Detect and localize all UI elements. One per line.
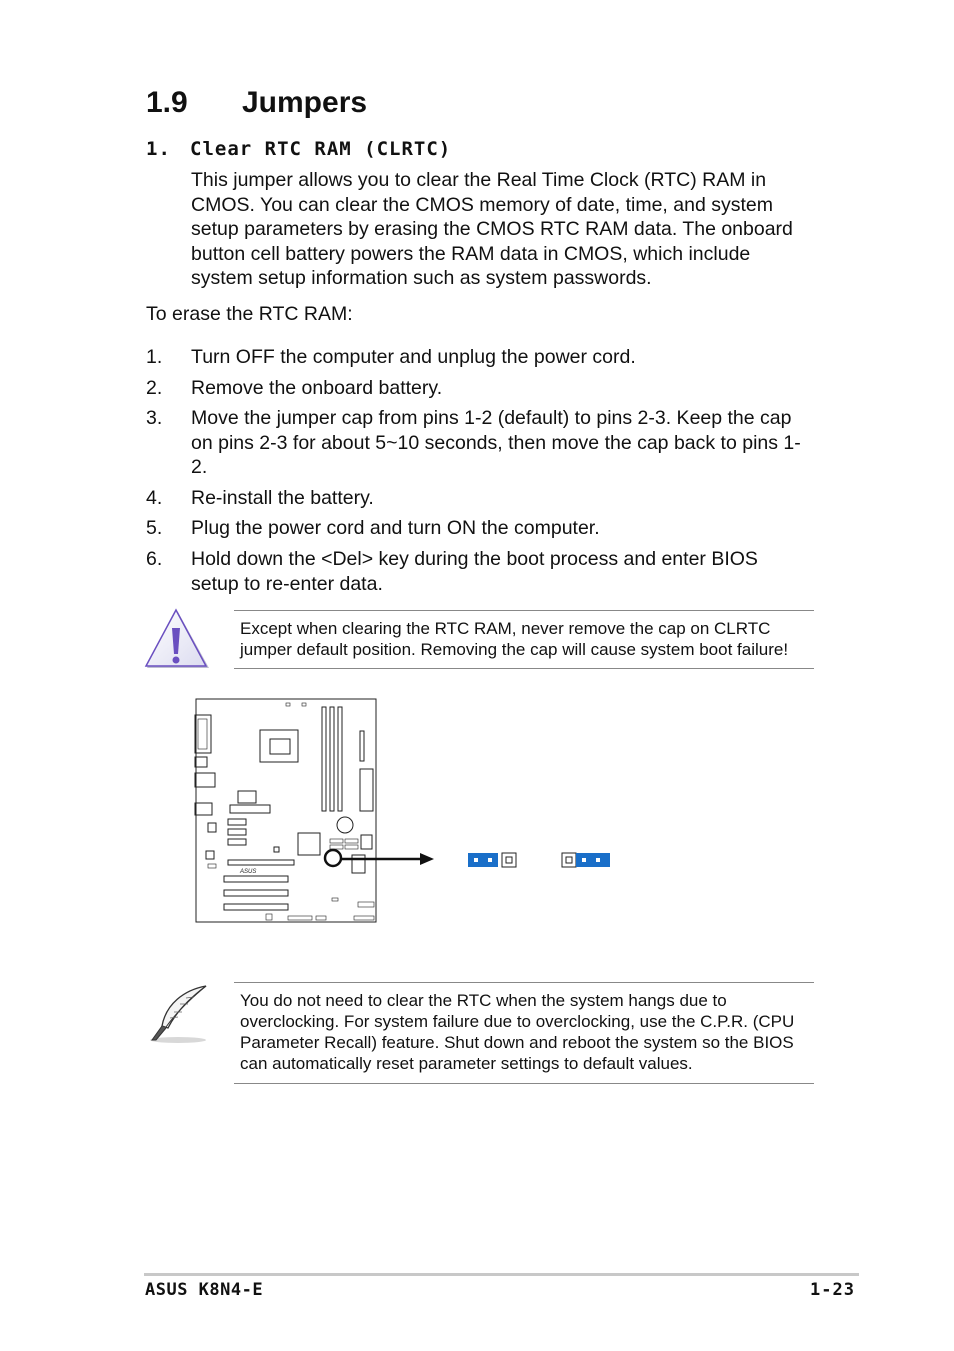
step-2 [146,376,806,401]
feather-pen-icon [144,982,212,1046]
jumper-pins-2-3 [562,853,610,867]
step-number: 3. [146,407,163,429]
subsection-heading [146,138,451,160]
step-number: 5. [146,517,163,539]
step-text: Remove the onboard battery. [191,377,443,399]
section-title [146,86,367,120]
subsection-number: 1. [146,138,171,160]
board-logo: ASUS [240,869,257,875]
footer-page-number: 1-23 [810,1280,855,1300]
step-number: 2. [146,377,163,399]
section-title-text: Jumpers [242,86,368,119]
motherboard-diagram [190,695,620,930]
step-number: 1. [146,346,163,368]
step-1 [146,345,806,370]
step-4 [146,486,806,511]
step-3 [146,406,816,480]
step-5 [146,516,806,541]
warning-icon [144,608,212,672]
cpu-socket [260,730,298,762]
step-text: Hold down the <Del> key during the boot process and enter BIOS setup to re-enter data. [191,548,758,595]
warning-note: Except when clearing the RTC RAM, never remove the cap on CLRTC jumper default position. Removing the cap will cause system boot failure! [234,610,814,669]
board-outline [196,699,376,922]
footer-product-name: ASUS K8N4-E [145,1280,264,1300]
step-text: Re-install the battery. [191,487,374,509]
step-6 [146,547,786,596]
subsection-title: Clear RTC RAM (CLRTC) [190,138,452,160]
tip-note: You do not need to clear the RTC when the system hangs due to overclocking. For system failure due to overclocking, use the C.P.R. (CPU Parameter Recall) feature. Shut down and reboot the system so the BIOS can automatically reset parameter settings to default values. [234,982,814,1084]
step-number: 6. [146,548,163,570]
step-text: Move the jumper cap from pins 1-2 (default) to pins 2-3. Keep the cap on pins 2-3 for about 5~10 seconds, then move the cap back to pins 1-2. [191,407,801,478]
battery [337,817,353,833]
footer-rule [144,1273,859,1276]
step-number: 4. [146,487,163,509]
clrtc-highlight-circle [325,850,341,866]
jumper-pins-1-2 [468,853,516,867]
pointer-arrowhead [420,853,434,865]
erase-label: To erase the RTC RAM: [146,303,353,325]
chipset [298,833,320,855]
step-text: Plug the power cord and turn ON the computer. [191,517,600,539]
intro-paragraph: This jumper allows you to clear the Real Time Clock (RTC) RAM in CMOS. You can clear the CMOS memory of date, time, and system setup parameters by erasing the CMOS RTC RAM data. The onboard button cell battery powers the RAM data in CMOS, which include system setup information such as system passwords. [191,169,793,289]
step-text: Turn OFF the computer and unplug the power cord. [191,346,636,368]
section-number: 1.9 [146,86,188,119]
